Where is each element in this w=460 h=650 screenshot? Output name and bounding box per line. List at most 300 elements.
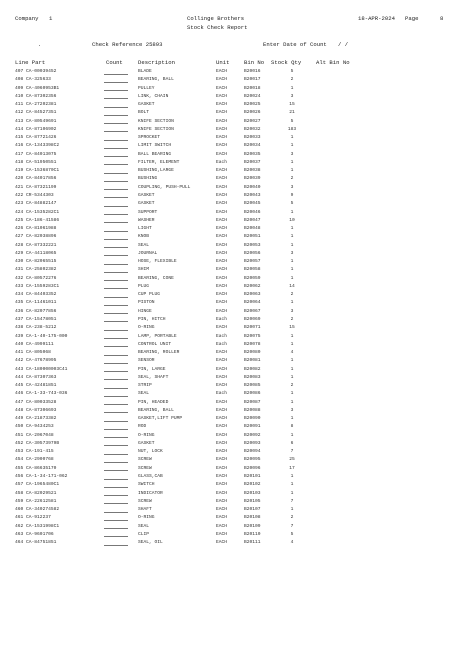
count-entry-field[interactable] bbox=[104, 151, 128, 158]
line-part-cell: 421 CA-87321199 bbox=[15, 184, 57, 190]
unit-cell: EACH bbox=[216, 184, 228, 190]
line-part-cell: 438 CA-238-5212 bbox=[15, 325, 57, 331]
description-cell: STRIP bbox=[138, 383, 152, 389]
stock-qty-cell: 15 bbox=[289, 102, 295, 108]
bin-no-cell: B20092 bbox=[244, 432, 261, 438]
line-part-cell: 444 CA-87307363 bbox=[15, 374, 57, 380]
table-row bbox=[0, 250, 460, 258]
stock-rows bbox=[0, 68, 460, 547]
count-entry-field[interactable] bbox=[104, 514, 128, 521]
stock-qty-cell: 3 bbox=[290, 250, 294, 256]
description-cell: CUP PLUG bbox=[138, 292, 161, 298]
count-entry-field[interactable] bbox=[104, 93, 128, 100]
table-row bbox=[0, 184, 460, 192]
description-cell: GASKET bbox=[138, 102, 155, 108]
stock-qty-cell: 21 bbox=[289, 110, 295, 116]
description-cell: BUSHING,LARGE bbox=[138, 168, 174, 174]
stock-qty-cell: 1 bbox=[290, 366, 294, 372]
stock-qty-cell: 1 bbox=[290, 507, 294, 513]
description-cell: PLUG bbox=[138, 283, 150, 289]
unit-cell: Each bbox=[216, 341, 228, 347]
unit-cell: EACH bbox=[216, 118, 228, 124]
bin-no-cell: B20103 bbox=[244, 490, 261, 496]
count-entry-field[interactable] bbox=[104, 299, 128, 306]
line-part-cell: 462 CA-1531998C1 bbox=[15, 523, 60, 529]
column-header-alt-bin-no: Alt Bin No bbox=[316, 59, 350, 66]
table-row bbox=[0, 448, 460, 456]
count-entry-field[interactable] bbox=[104, 423, 128, 430]
line-part-cell: 434 CA-84403352 bbox=[15, 292, 57, 298]
table-row bbox=[0, 134, 460, 142]
company-label: Company bbox=[15, 15, 39, 22]
description-cell: SWITCH bbox=[138, 482, 155, 488]
line-part-cell: 451 CA-2067048 bbox=[15, 432, 54, 438]
unit-cell: EACH bbox=[216, 325, 228, 331]
bin-no-cell: B20051 bbox=[244, 234, 261, 240]
count-entry-field[interactable] bbox=[104, 76, 128, 83]
stock-qty-cell: 1 bbox=[290, 416, 294, 422]
unit-cell: EACH bbox=[216, 234, 228, 240]
description-cell: KNIFE SECTION bbox=[138, 118, 174, 124]
stock-qty-cell: 8 bbox=[290, 424, 294, 430]
description-cell: SEAL, OIL bbox=[138, 540, 163, 546]
unit-cell: EACH bbox=[216, 283, 228, 289]
unit-cell: EACH bbox=[216, 490, 228, 496]
unit-cell: EACH bbox=[216, 267, 228, 273]
bin-no-cell: B20064 bbox=[244, 300, 261, 306]
line-part-cell: 418 CA-51950551 bbox=[15, 159, 57, 165]
table-row bbox=[0, 539, 460, 547]
stock-qty-cell: 1 bbox=[290, 159, 294, 165]
count-entry-field[interactable] bbox=[104, 390, 128, 397]
unit-cell: EACH bbox=[216, 93, 228, 99]
unit-cell: EACH bbox=[216, 540, 228, 546]
line-part-cell: 428 CA-87332221 bbox=[15, 242, 57, 248]
unit-cell: EACH bbox=[216, 242, 228, 248]
stock-qty-cell: 1 bbox=[290, 399, 294, 405]
stock-qty-cell: 1 bbox=[290, 259, 294, 265]
unit-cell: EACH bbox=[216, 432, 228, 438]
line-part-cell: 422 CR-5344303 bbox=[15, 192, 54, 198]
description-cell: BEARING, BALL bbox=[138, 407, 174, 413]
table-row bbox=[0, 283, 460, 291]
bin-no-cell: B20082 bbox=[244, 366, 261, 372]
bin-no-cell: B20085 bbox=[244, 383, 261, 389]
table-row bbox=[0, 93, 460, 101]
stock-qty-cell: 1 bbox=[290, 432, 294, 438]
line-part-cell: 443 CA-180000003C41 bbox=[15, 366, 68, 372]
count-entry-field[interactable] bbox=[104, 175, 128, 182]
stock-qty-cell: 1 bbox=[290, 234, 294, 240]
bin-no-cell: B20039 bbox=[244, 176, 261, 182]
description-cell: CLIP bbox=[138, 531, 150, 537]
unit-cell: EACH bbox=[216, 226, 228, 232]
description-cell: SEAL, SHAFT bbox=[138, 374, 169, 380]
bin-no-cell: B20067 bbox=[244, 308, 261, 314]
count-entry-field[interactable] bbox=[104, 68, 128, 75]
unit-cell: EACH bbox=[216, 176, 228, 182]
table-row bbox=[0, 490, 460, 498]
line-part-cell: 442 CA-47678995 bbox=[15, 358, 57, 364]
line-part-cell: 410 CA-87302356 bbox=[15, 93, 57, 99]
count-entry-field[interactable] bbox=[104, 184, 128, 191]
line-part-cell: 413 CA-80549691 bbox=[15, 118, 57, 124]
table-row bbox=[0, 324, 460, 332]
count-entry-field[interactable] bbox=[104, 101, 128, 108]
line-part-cell: 415 CA-87721426 bbox=[15, 135, 57, 141]
count-entry-field[interactable] bbox=[104, 382, 128, 389]
line-part-cell: 430 CA-82065515 bbox=[15, 259, 57, 265]
unit-cell: EACH bbox=[216, 424, 228, 430]
table-row bbox=[0, 357, 460, 365]
count-entry-field[interactable] bbox=[104, 432, 128, 439]
count-entry-field[interactable] bbox=[104, 333, 128, 340]
count-entry-field[interactable] bbox=[104, 415, 128, 422]
bin-no-cell: B20111 bbox=[244, 540, 261, 546]
unit-cell: Each bbox=[216, 159, 228, 165]
line-part-cell: 448 CA-87306693 bbox=[15, 407, 57, 413]
line-part-cell: 420 CA-84017856 bbox=[15, 176, 57, 182]
stock-qty-cell: 1 bbox=[290, 300, 294, 306]
count-entry-field[interactable] bbox=[104, 531, 128, 538]
count-entry-field[interactable] bbox=[104, 126, 128, 133]
table-row bbox=[0, 200, 460, 208]
count-entry-field[interactable] bbox=[104, 316, 128, 323]
bin-no-cell: B20059 bbox=[244, 275, 261, 281]
table-row bbox=[0, 308, 460, 316]
unit-cell: EACH bbox=[216, 102, 228, 108]
bin-no-cell: B20034 bbox=[244, 143, 261, 149]
table-row bbox=[0, 175, 460, 183]
unit-cell: EACH bbox=[216, 110, 228, 116]
bin-no-cell: B20027 bbox=[244, 118, 261, 124]
table-row bbox=[0, 514, 460, 522]
report-title: Stock Check Report bbox=[187, 24, 248, 31]
description-cell: SEAL bbox=[138, 242, 150, 248]
line-part-cell: 419 CA-1536870C1 bbox=[15, 168, 60, 174]
line-part-cell: 440 CA-4999111 bbox=[15, 341, 54, 347]
unit-cell: EACH bbox=[216, 350, 228, 356]
stock-qty-cell: 2 bbox=[290, 515, 294, 521]
description-cell: SCREW bbox=[138, 457, 152, 463]
line-part-cell: 457 CA-1965480C1 bbox=[15, 482, 60, 488]
table-row bbox=[0, 506, 460, 514]
count-entry-field[interactable] bbox=[104, 456, 128, 463]
description-cell: GASKET,LIFT PUMP bbox=[138, 416, 183, 422]
bin-no-cell: B20088 bbox=[244, 407, 261, 413]
line-part-cell: 436 CA-82077856 bbox=[15, 308, 57, 314]
unit-cell: EACH bbox=[216, 85, 228, 91]
count-entry-field[interactable] bbox=[104, 481, 128, 488]
count-entry-field[interactable] bbox=[104, 465, 128, 472]
line-part-cell: 433 CA-1559283C1 bbox=[15, 283, 60, 289]
table-row bbox=[0, 440, 460, 448]
bin-no-cell: B20026 bbox=[244, 110, 261, 116]
stock-qty-cell: 1 bbox=[290, 226, 294, 232]
count-entry-field[interactable] bbox=[104, 225, 128, 232]
unit-cell: EACH bbox=[216, 407, 228, 413]
line-part-cell: 423 CA-84882147 bbox=[15, 201, 57, 207]
description-cell: PIN, HITCH bbox=[138, 316, 166, 322]
description-cell: COUPLING, PUSH-PULL bbox=[138, 184, 191, 190]
description-cell: FILTER, ELEMENT bbox=[138, 159, 180, 165]
line-part-cell: 445 CA-42481851 bbox=[15, 383, 57, 389]
bin-no-cell: B20016 bbox=[244, 69, 261, 74]
count-entry-field[interactable] bbox=[104, 539, 128, 546]
unit-cell: EACH bbox=[216, 374, 228, 380]
description-cell: SCREW bbox=[138, 465, 152, 471]
count-entry-field[interactable] bbox=[104, 523, 128, 530]
count-entry-field[interactable] bbox=[104, 200, 128, 207]
stock-qty-cell: 3 bbox=[290, 184, 294, 190]
stock-qty-cell: 1 bbox=[290, 135, 294, 141]
check-reference: Check Reference 25893 bbox=[92, 41, 163, 48]
count-entry-field[interactable] bbox=[104, 349, 128, 356]
unit-cell: EACH bbox=[216, 308, 228, 314]
bin-no-cell: B20095 bbox=[244, 457, 261, 463]
unit-cell: EACH bbox=[216, 358, 228, 364]
stock-qty-cell: 1 bbox=[290, 474, 294, 480]
count-entry-field[interactable] bbox=[104, 167, 128, 174]
count-entry-field[interactable] bbox=[104, 159, 128, 166]
unit-cell: EACH bbox=[216, 465, 228, 471]
count-entry-field[interactable] bbox=[104, 341, 128, 348]
count-entry-field[interactable] bbox=[104, 473, 128, 480]
count-entry-field[interactable] bbox=[104, 291, 128, 298]
description-cell: ROD bbox=[138, 424, 147, 430]
unit-cell: EACH bbox=[216, 383, 228, 389]
table-row bbox=[0, 399, 460, 407]
table-row bbox=[0, 101, 460, 109]
unit-cell: EACH bbox=[216, 259, 228, 265]
count-entry-field[interactable] bbox=[104, 498, 128, 505]
count-entry-field[interactable] bbox=[104, 266, 128, 273]
unit-cell: EACH bbox=[216, 507, 228, 513]
bin-no-cell: B20032 bbox=[244, 126, 261, 132]
stock-qty-cell: 5 bbox=[290, 118, 294, 124]
description-cell: GASKET bbox=[138, 201, 155, 207]
bin-no-cell: B20017 bbox=[244, 77, 261, 83]
stock-qty-cell: 5 bbox=[290, 69, 294, 74]
stock-qty-cell: 7 bbox=[290, 449, 294, 455]
bin-no-cell: B20056 bbox=[244, 250, 261, 256]
count-entry-field[interactable] bbox=[104, 366, 128, 373]
bin-no-cell: B20038 bbox=[244, 168, 261, 174]
count-entry-field[interactable] bbox=[104, 374, 128, 381]
stock-qty-cell: 7 bbox=[290, 523, 294, 529]
stock-qty-cell: 2 bbox=[290, 316, 294, 322]
table-row bbox=[0, 242, 460, 250]
line-part-cell: 435 CA-11461011 bbox=[15, 300, 57, 306]
count-entry-field[interactable] bbox=[104, 242, 128, 249]
description-cell: BEARING, ROLLER bbox=[138, 350, 180, 356]
bin-no-cell: B20102 bbox=[244, 482, 261, 488]
count-entry-field[interactable] bbox=[104, 448, 128, 455]
table-row bbox=[0, 217, 460, 225]
line-part-cell: 424 CA-1535282C1 bbox=[15, 209, 60, 215]
description-cell: INDICATOR bbox=[138, 490, 163, 496]
description-cell: HOSE, FLEXIBLE bbox=[138, 259, 177, 265]
stock-qty-cell: 25 bbox=[289, 457, 295, 463]
unit-cell: EACH bbox=[216, 192, 228, 198]
line-part-cell: 461 CA-912237 bbox=[15, 515, 51, 521]
report-date: 18-APR-2024 bbox=[358, 15, 395, 22]
unit-cell: EACH bbox=[216, 151, 228, 157]
stock-qty-cell: 3 bbox=[290, 308, 294, 314]
bin-no-cell: B20101 bbox=[244, 474, 261, 480]
column-header-description: Description bbox=[138, 59, 175, 66]
line-part-cell: 454 CA-2900768 bbox=[15, 457, 54, 463]
description-cell: JOURNAL bbox=[138, 250, 158, 256]
count-entry-field[interactable] bbox=[104, 118, 128, 125]
header-dot: . bbox=[38, 41, 42, 48]
description-cell: LIGHT bbox=[138, 226, 152, 232]
unit-cell: EACH bbox=[216, 498, 228, 504]
line-part-cell: 437 CA-15478051 bbox=[15, 316, 57, 322]
count-entry-field[interactable] bbox=[104, 192, 128, 199]
line-part-cell: 459 CA-22612581 bbox=[15, 498, 57, 504]
stock-qty-cell: 15 bbox=[289, 325, 295, 331]
unit-cell: EACH bbox=[216, 366, 228, 372]
bin-no-cell: B20087 bbox=[244, 399, 261, 405]
table-row bbox=[0, 498, 460, 506]
count-entry-field[interactable] bbox=[104, 399, 128, 406]
bin-no-cell: B20063 bbox=[244, 292, 261, 298]
line-part-cell: 458 CA-82029521 bbox=[15, 490, 57, 496]
line-part-cell: 416 CA-1343398C2 bbox=[15, 143, 60, 149]
line-part-cell: 432 CA-80572276 bbox=[15, 275, 57, 281]
description-cell: SHAFT bbox=[138, 507, 152, 513]
bin-no-cell: B20043 bbox=[244, 192, 261, 198]
count-entry-field[interactable] bbox=[104, 217, 128, 224]
count-entry-field[interactable] bbox=[104, 283, 128, 290]
stock-qty-cell: 3 bbox=[290, 151, 294, 157]
count-entry-field[interactable] bbox=[104, 490, 128, 497]
count-entry-field[interactable] bbox=[104, 324, 128, 331]
table-row bbox=[0, 258, 460, 266]
table-row bbox=[0, 76, 460, 84]
table-row bbox=[0, 233, 460, 241]
bin-no-cell: B20057 bbox=[244, 259, 261, 265]
table-row bbox=[0, 192, 460, 200]
line-part-cell: 425 CA-186-41586 bbox=[15, 217, 60, 223]
table-row bbox=[0, 390, 460, 398]
unit-cell: Each bbox=[216, 333, 228, 339]
unit-cell: EACH bbox=[216, 168, 228, 174]
stock-qty-cell: 1 bbox=[290, 143, 294, 149]
count-entry-field[interactable] bbox=[104, 275, 128, 282]
line-part-cell: 439 CA-1-40-175-000 bbox=[15, 333, 68, 339]
line-part-cell: 427 CA-82038896 bbox=[15, 234, 57, 240]
count-entry-field[interactable] bbox=[104, 134, 128, 141]
description-cell: BEARING, CONE bbox=[138, 275, 174, 281]
stock-qty-cell: 4 bbox=[290, 540, 294, 546]
line-part-cell: 411 CA-27202381 bbox=[15, 102, 57, 108]
table-row bbox=[0, 291, 460, 299]
bin-no-cell: B20058 bbox=[244, 267, 261, 273]
stock-qty-cell: 4 bbox=[290, 350, 294, 356]
date-entry-slots[interactable]: / / bbox=[338, 41, 349, 48]
line-part-cell: 464 CA-84751851 bbox=[15, 540, 57, 546]
description-cell: O-RING bbox=[138, 515, 155, 521]
table-row bbox=[0, 118, 460, 126]
stock-qty-cell: 1 bbox=[290, 490, 294, 496]
description-cell: WASHER bbox=[138, 217, 155, 223]
stock-qty-cell: 14 bbox=[289, 283, 295, 289]
unit-cell: EACH bbox=[216, 77, 228, 83]
bin-no-cell: B20047 bbox=[244, 217, 261, 223]
unit-cell: EACH bbox=[216, 292, 228, 298]
description-cell: LINK, CHAIN bbox=[138, 93, 169, 99]
unit-cell: EACH bbox=[216, 457, 228, 463]
table-row bbox=[0, 531, 460, 539]
count-entry-field[interactable] bbox=[104, 109, 128, 116]
stock-qty-cell: 7 bbox=[290, 498, 294, 504]
count-entry-field[interactable] bbox=[104, 308, 128, 315]
count-entry-field[interactable] bbox=[104, 357, 128, 364]
page-label: Page bbox=[405, 15, 419, 22]
description-cell: SCREW bbox=[138, 498, 152, 504]
count-entry-field[interactable] bbox=[104, 440, 128, 447]
stock-qty-cell: 1 bbox=[290, 391, 294, 397]
table-row bbox=[0, 481, 460, 489]
unit-cell: EACH bbox=[216, 474, 228, 480]
bin-no-cell: B20035 bbox=[244, 151, 261, 157]
column-header-stock-qty: Stock Qty bbox=[271, 59, 302, 66]
table-row bbox=[0, 275, 460, 283]
bin-no-cell: B20033 bbox=[244, 135, 261, 141]
line-part-cell: 429 CA-44118065 bbox=[15, 250, 57, 256]
count-entry-field[interactable] bbox=[104, 258, 128, 265]
bin-no-cell: B20018 bbox=[244, 85, 261, 91]
line-part-cell: 460 CA-340274582 bbox=[15, 507, 60, 513]
bin-no-cell: B20062 bbox=[244, 283, 261, 289]
line-part-cell: 441 CA-805068 bbox=[15, 350, 51, 356]
count-entry-field[interactable] bbox=[104, 407, 128, 414]
count-entry-field[interactable] bbox=[104, 233, 128, 240]
description-cell: CONTROL UNIT bbox=[138, 341, 172, 347]
bin-no-cell: B20046 bbox=[244, 209, 261, 215]
unit-cell: EACH bbox=[216, 482, 228, 488]
count-entry-field[interactable] bbox=[104, 142, 128, 149]
table-row bbox=[0, 316, 460, 324]
line-part-cell: 409 CA-4060953B1 bbox=[15, 85, 60, 91]
unit-cell: EACH bbox=[216, 143, 228, 149]
count-entry-field[interactable] bbox=[104, 506, 128, 513]
description-cell: NUT, LOCK bbox=[138, 449, 163, 455]
page-number: 8 bbox=[440, 15, 444, 22]
line-part-cell: 412 CA-84527351 bbox=[15, 110, 57, 116]
bin-no-cell: B20105 bbox=[244, 498, 261, 504]
column-header-unit: Unit bbox=[216, 59, 230, 66]
description-cell: HINGE bbox=[138, 308, 152, 314]
table-row bbox=[0, 349, 460, 357]
count-entry-field[interactable] bbox=[104, 209, 128, 216]
count-entry-field[interactable] bbox=[104, 85, 128, 92]
description-cell: SPROCKET bbox=[138, 135, 161, 141]
line-part-cell: 463 CA-9601706 bbox=[15, 531, 54, 537]
bin-no-cell: B20083 bbox=[244, 374, 261, 380]
description-cell: PIN, HEADED bbox=[138, 399, 169, 405]
description-cell: BALL BEARING bbox=[138, 151, 172, 157]
table-row bbox=[0, 126, 460, 134]
table-row bbox=[0, 456, 460, 464]
unit-cell: EACH bbox=[216, 523, 228, 529]
column-header-bin-no: Bin No bbox=[244, 59, 265, 66]
table-row bbox=[0, 374, 460, 382]
line-part-cell: 417 CA-84013075 bbox=[15, 151, 57, 157]
count-entry-field[interactable] bbox=[104, 250, 128, 257]
